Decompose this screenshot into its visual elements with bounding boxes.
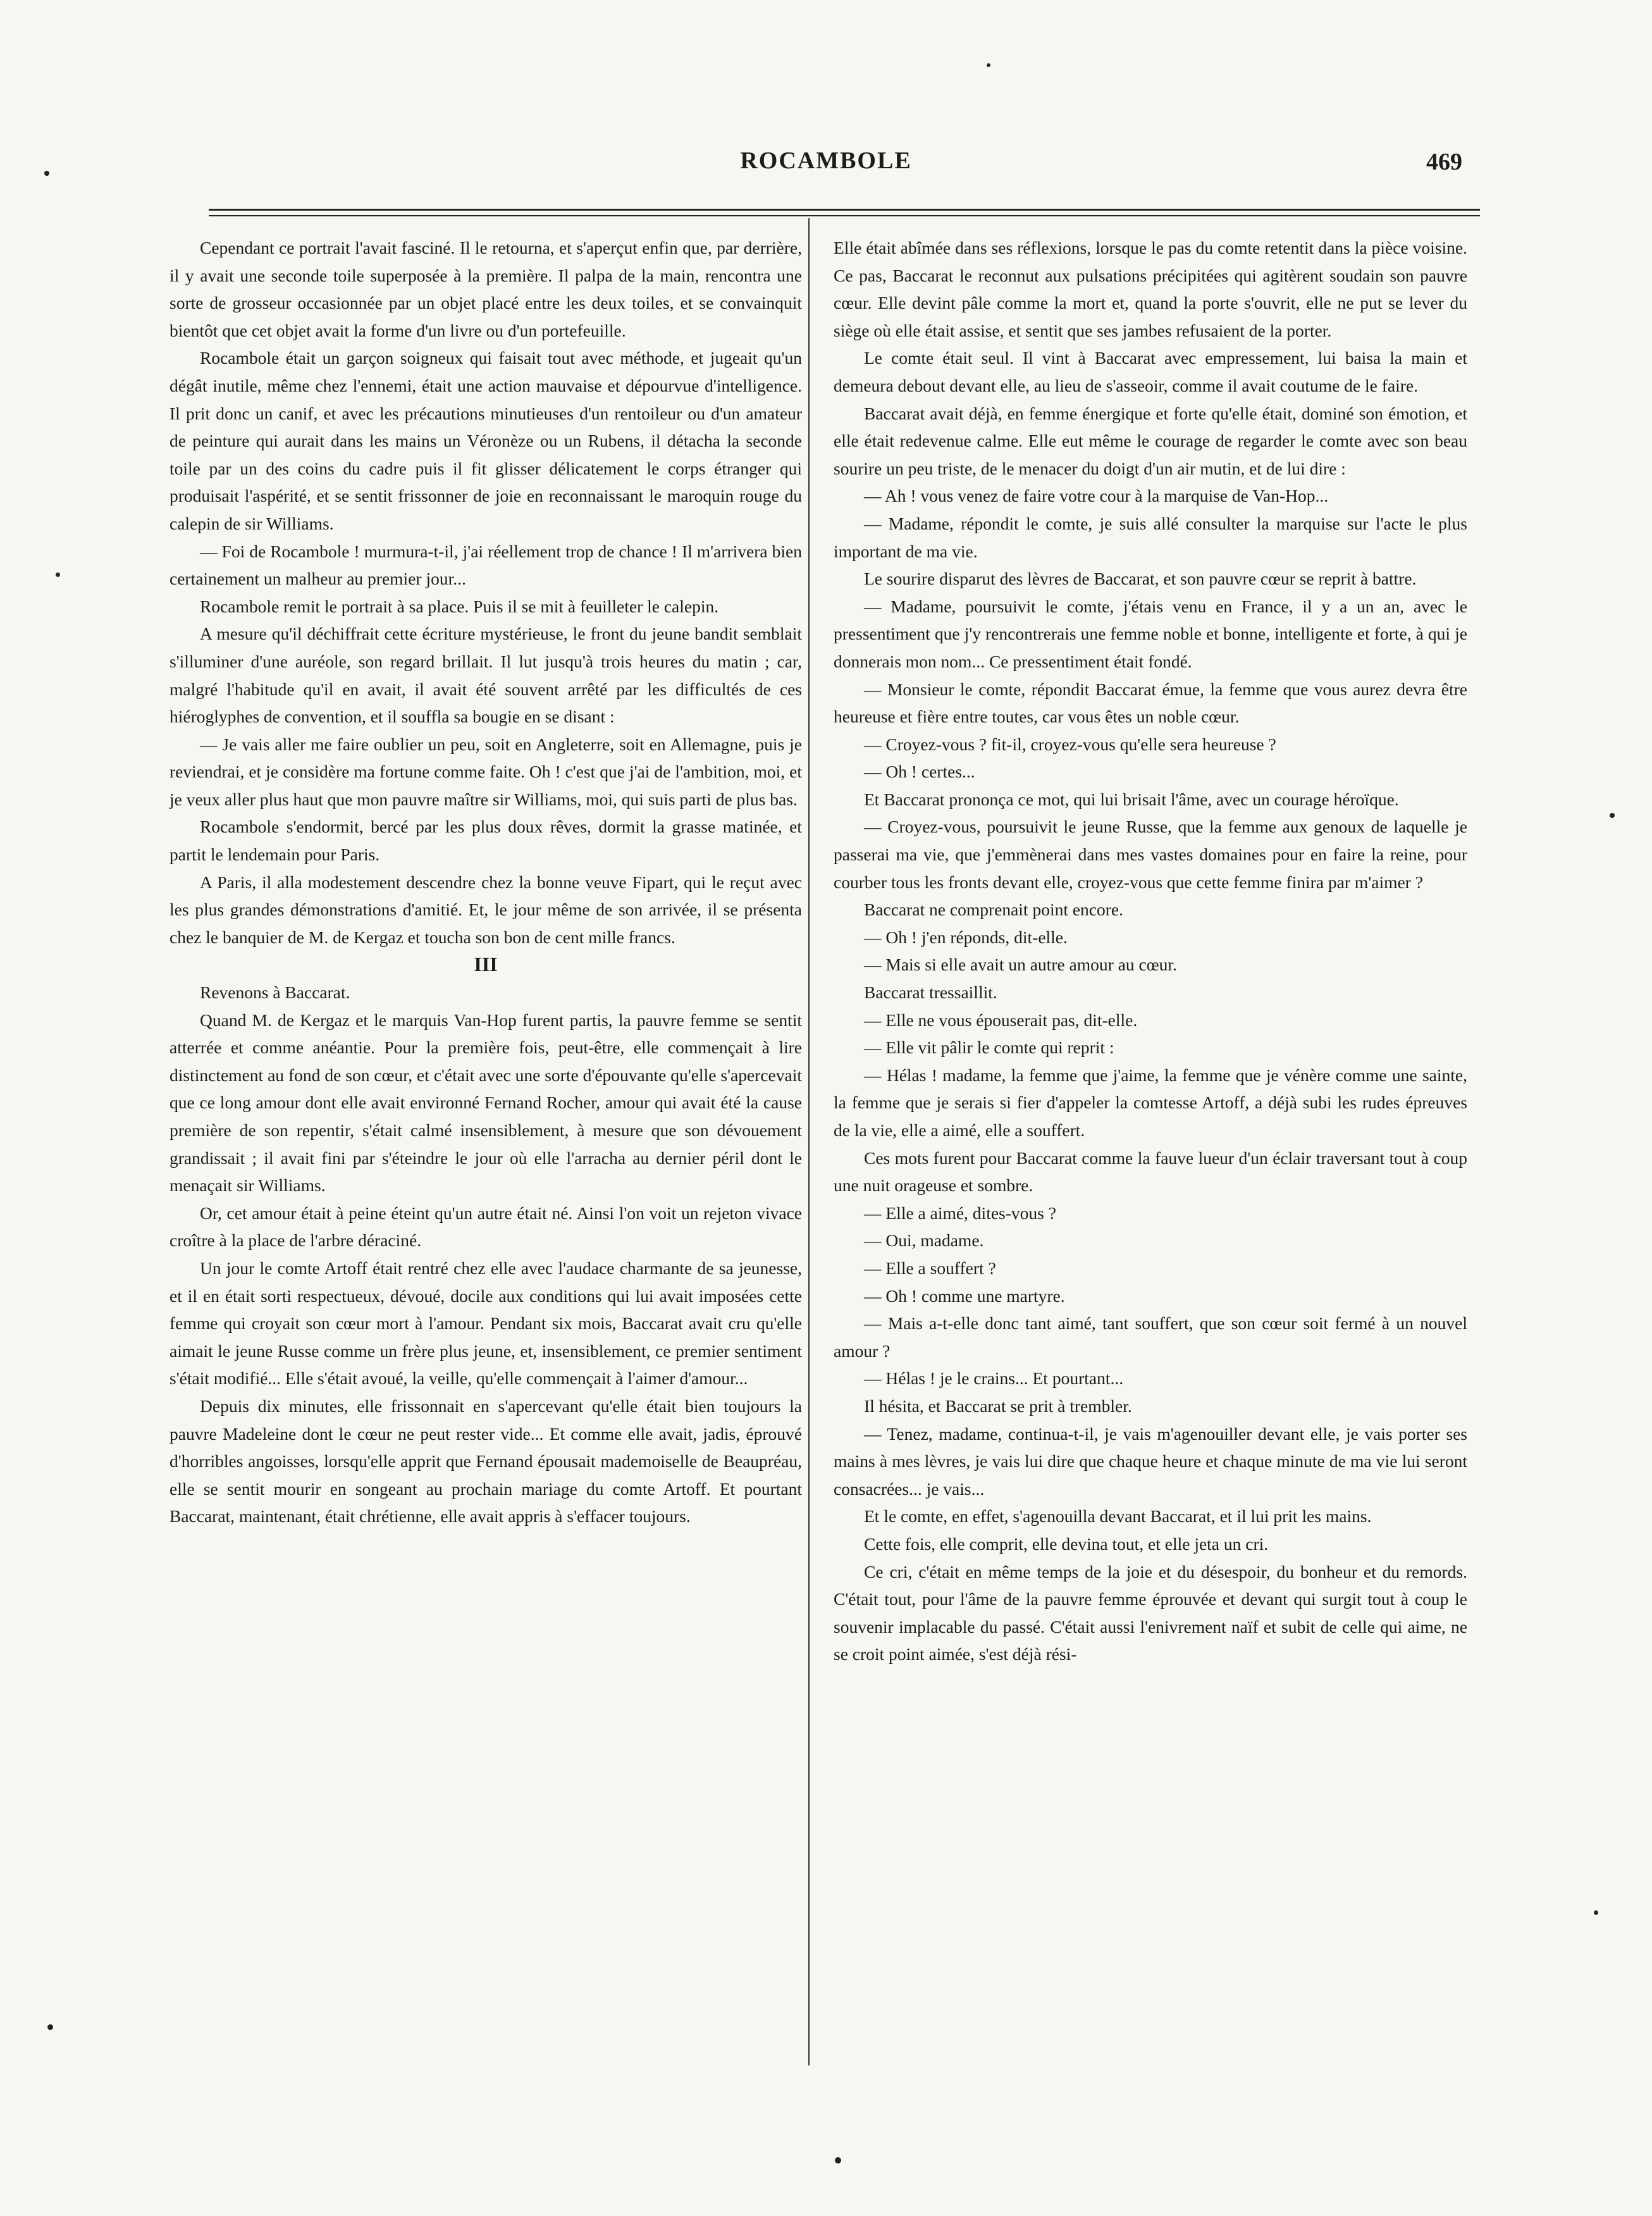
- paragraph: — Tenez, madame, continua-t-il, je vais m'agenouiller devant elle, je vais porter ses mains à mes lèvres, je vais lui dire que chaque heure et chaque minute de ma vie lui seront consacrées... je vais...: [834, 1423, 1467, 1499]
- left-column: [170, 234, 802, 1530]
- paragraph: — Croyez-vous ? fit-il, croyez-vous qu'elle sera heureuse ?: [864, 734, 1276, 754]
- paragraph: Quand M. de Kergaz et le marquis Van-Hop furent partis, la pauvre femme se sentit atterrée et comme anéantie. Pour la première fois, peut-être, elle commençait à lire distinctement au fond de son cœur, et c'était avec une sorte d'épouvante qu'elle s'apercevait que ce long amour dont elle avait environné Fernand Rocher, amour qui avait été la cause première de son repentir, s'était calmé insensiblement, à mesure que son dévouement grandissait ; il avait fini par s'éteindre le jour où elle l'arracha au dernier péril dont le menaçait sir Williams.: [170, 1010, 802, 1196]
- paragraph: Il hésita, et Baccarat se prit à trembler.: [864, 1396, 1132, 1416]
- right-column: [834, 234, 1467, 1668]
- header-rule-thin: [209, 215, 1480, 216]
- paragraph: — Elle a souffert ?: [864, 1258, 996, 1278]
- scan-speck: [56, 573, 60, 577]
- paragraph: — Ah ! vous venez de faire votre cour à la marquise de Van-Hop...: [864, 486, 1329, 506]
- running-head-title: ROCAMBOLE: [740, 147, 912, 174]
- paragraph: Baccarat ne comprenait point encore.: [864, 900, 1124, 920]
- paragraph: Revenons à Baccarat.: [200, 982, 350, 1003]
- paragraph: Cette fois, elle comprit, elle devina tout, et elle jeta un cri.: [864, 1533, 1269, 1554]
- paragraph: — Madame, poursuivit le comte, j'étais venu en France, il y a un an, avec le pressentiment que j'y rencontrerais une femme noble et bonne, intelligente et forte, à qui je donnerais mon nom... Ce pressentiment était fondé.: [834, 596, 1467, 671]
- paragraph: — Elle ne vous épouserait pas, dit-elle.: [864, 1010, 1138, 1030]
- column-divider: [808, 218, 810, 2065]
- scan-speck: [1610, 813, 1615, 818]
- scan-speck: [987, 63, 990, 67]
- paragraph: Rocambole remit le portrait à sa place. Puis il se mit à feuilleter le calepin.: [200, 596, 719, 616]
- paragraph: Ce cri, c'était en même temps de la joie et du désespoir, du bonheur et du remords. C'était tout, pour l'âme de la pauvre femme éprouvée et devant qui surgit tout à coup le souvenir implacable du passé. C'était aussi l'enivrement naïf et subit de celle qui aime, ne se croit point aimée, s'est déjà rési-: [834, 1561, 1467, 1664]
- paragraph: Baccarat tressaillit.: [864, 982, 997, 1003]
- header-rule: [209, 209, 1480, 211]
- paragraph: — Foi de Rocambole ! murmura-t-il, j'ai réellement trop de chance ! Il m'arrivera bien certainement un malheur au premier jour...: [170, 541, 802, 589]
- paragraph: Or, cet amour était à peine éteint qu'un autre était né. Ainsi l'on voit un rejeton vivace croître à la place de l'arbre déraciné.: [170, 1203, 802, 1251]
- paragraph: — Oui, madame.: [864, 1230, 984, 1251]
- paragraph: Rocambole s'endormit, bercé par les plus doux rêves, dormit la grasse matinée, et partit le lendemain pour Paris.: [170, 817, 802, 865]
- scan-speck: [47, 2024, 53, 2030]
- paragraph: A Paris, il alla modestement descendre chez la bonne veuve Fipart, qui le reçut avec les plus grandes démonstrations d'amitié. Et, le jour même de son arrivée, il se présenta chez le banquier de M. de Kergaz et toucha son bon de cent mille francs.: [170, 872, 802, 947]
- paragraph: — Hélas ! je le crains... Et pourtant...: [864, 1368, 1124, 1389]
- paragraph: — Monsieur le comte, répondit Baccarat émue, la femme que vous aurez devra être heureuse et fière entre toutes, car vous êtes un noble cœur.: [834, 679, 1467, 727]
- paragraph: — Mais si elle avait un autre amour au cœur.: [864, 955, 1177, 975]
- paragraph: — Mais a-t-elle donc tant aimé, tant souffert, que son cœur soit fermé à un nouvel amour ?: [834, 1313, 1467, 1361]
- paragraph: Baccarat avait déjà, en femme énergique et forte qu'elle était, dominé son émotion, et elle était redevenue calme. Elle eut même le courage de regarder le comte avec son beau sourire un peu triste, de le menacer du doigt d'un air mutin, et de lui dire :: [834, 403, 1467, 478]
- paragraph: — Je vais aller me faire oublier un peu, soit en Angleterre, soit en Allemagne, puis je reviendrai, et je considère ma fortune comme faite. Oh ! c'est que j'ai de l'ambition, moi, et je veux aller plus haut que mon pauvre maître sir Williams, moi, qui suis parti de plus bas.: [170, 734, 802, 809]
- paragraph: Le sourire disparut des lèvres de Baccarat, et son pauvre cœur se reprit à battre.: [864, 569, 1417, 589]
- section-number: III: [474, 953, 498, 976]
- paragraph: A mesure qu'il déchiffrait cette écriture mystérieuse, le front du jeune bandit semblait s'illuminer d'une auréole, son regard brillait. Il lut jusqu'à trois heures du matin ; car, malgré l'habitude qu'il en avait, il avait été souvent arrêté par les difficultés de ces hiéroglyphes de convention, et il souffla sa bougie en se disant :: [170, 624, 802, 727]
- paragraph: Rocambole était un garçon soigneux qui faisait tout avec méthode, et jugeait qu'un dégât inutile, même chez l'ennemi, était une action mauvaise et dépourvue d'intelligence. Il prit donc un canif, et avec les précautions minutieuses d'un rentoileur ou d'un amateur de peinture qui aurait dans les mains un Véronèze ou un Rubens, il détacha la seconde toile par un des coins du cadre puis il fit glisser délicatement le corps étranger qui produisait l'aspérité, et se sentit frissonner de joie en reconnaissant le maroquin rouge du calepin de sir Williams.: [170, 348, 802, 533]
- paragraph: Un jour le comte Artoff était rentré chez elle avec l'audace charmante de sa jeunesse, et il en était sorti respectueux, dévoué, docile aux conditions qui lui avait imposées cette femme qui croyait son cœur mort à l'amour. Pendant six mois, Baccarat avait cru qu'elle aimait le jeune Russe comme un frère plus jeune, et, insensiblement, ce premier sentiment s'était modifié... Elle s'était avoué, la veille, qu'elle commençait à l'aimer d'amour...: [170, 1258, 802, 1389]
- paragraph: Et le comte, en effet, s'agenouilla devant Baccarat, et il lui prit les mains.: [864, 1506, 1372, 1526]
- paragraph: Ces mots furent pour Baccarat comme la fauve lueur d'un éclair traversant tout à coup une nuit orageuse et sombre.: [834, 1148, 1467, 1196]
- paragraph: Le comte était seul. Il vint à Baccarat avec empressement, lui baisa la main et demeura debout devant elle, au lieu de s'asseoir, comme il avait coutume de le faire.: [834, 348, 1467, 395]
- scan-speck: [835, 2157, 841, 2163]
- paragraph: — Oh ! certes...: [864, 762, 975, 782]
- paragraph: Et Baccarat prononça ce mot, qui lui brisait l'âme, avec un courage héroïque.: [864, 789, 1399, 809]
- scan-speck: [44, 171, 49, 176]
- paragraph: — Oh ! comme une martyre.: [864, 1285, 1065, 1306]
- paragraph: — Elle vit pâlir le comte qui reprit :: [864, 1037, 1114, 1058]
- scan-speck: [1594, 1910, 1598, 1915]
- paragraph: Depuis dix minutes, elle frissonnait en s'apercevant qu'elle était bien toujours la pauvre Madeleine dont le cœur ne peut rester vide... Et comme elle avait, jadis, éprouvé d'horribles angoisses, lorsqu'elle apprit que Fernand épousait mademoiselle de Beaupréau, elle se sentit mourir en songeant au prochain mariage du comte Artoff. Et pourtant Baccarat, maintenant, était chrétienne, elle avait appris à s'effacer toujours.: [170, 1396, 802, 1526]
- paragraph: — Madame, répondit le comte, je suis allé consulter la marquise sur l'acte le plus important de ma vie.: [834, 513, 1467, 561]
- paragraph: Elle était abîmée dans ses réflexions, lorsque le pas du comte retentit dans la pièce voisine. Ce pas, Baccarat le reconnut aux pulsations précipitées qui agitèrent soudain son pauvre cœur. Elle devint pâle comme la mort et, quand la porte s'ouvrit, elle ne put se lever du siège où elle était assise, et sentit que ses jambes refusaient de la porter.: [834, 238, 1467, 340]
- paragraph: — Hélas ! madame, la femme que j'aime, la femme que je vénère comme une sainte, la femme que je serais si fier d'appeler la comtesse Artoff, a déjà subi les rudes épreuves de la vie, elle a aimé, elle a souffert.: [834, 1065, 1467, 1140]
- paragraph: — Croyez-vous, poursuivit le jeune Russe, que la femme aux genoux de laquelle je passerai ma vie, que j'emmènerai dans mes vastes domaines pour en faire la reine, pour courber tous les fronts devant elle, croyez-vous que cette femme finira par m'aimer ?: [834, 817, 1467, 892]
- paragraph: — Elle a aimé, dites-vous ?: [864, 1203, 1056, 1223]
- paragraph: — Oh ! j'en réponds, dit-elle.: [864, 927, 1068, 947]
- page-number: 469: [1426, 149, 1462, 175]
- paragraph: Cependant ce portrait l'avait fasciné. Il le retourna, et s'aperçut enfin que, par derrière, il y avait une seconde toile superposée à la première. Il palpa de la main, rencontra une sorte de grosseur occasionnée par un objet placé entre les deux toiles, et se convainquit bientôt que cet objet avait la forme d'un livre ou d'un portefeuille.: [170, 238, 802, 340]
